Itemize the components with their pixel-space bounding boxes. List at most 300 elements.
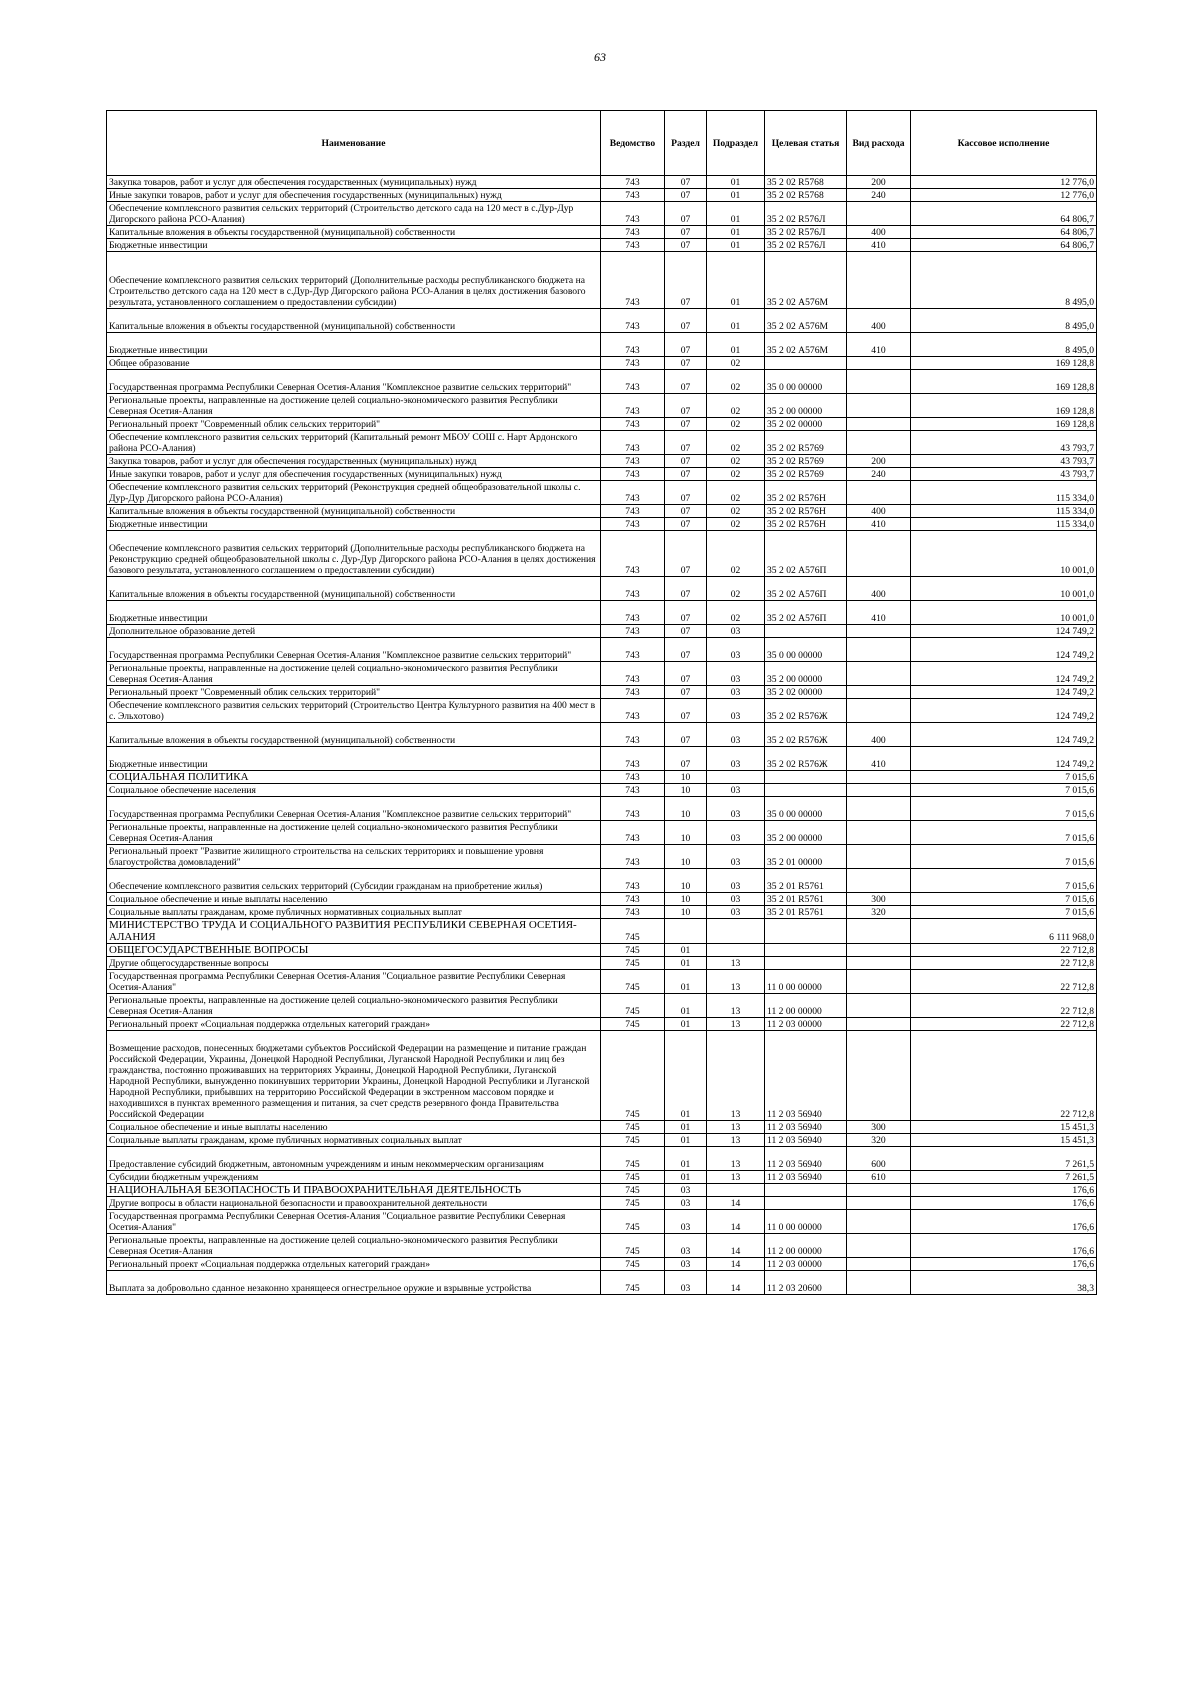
cell-name: ОБЩЕГОСУДАРСТВЕННЫЕ ВОПРОСЫ (107, 944, 601, 957)
cell-ved: 745 (601, 1121, 665, 1134)
cell-ved: 743 (601, 202, 665, 226)
cell-podrazdel: 03 (707, 797, 765, 821)
cell-razdel: 07 (665, 531, 707, 577)
cell-ved: 743 (601, 625, 665, 638)
cell-podrazdel: 13 (707, 994, 765, 1018)
cell-name: Закупка товаров, работ и услуг для обеспечения государственных (муниципальных) нужд (107, 176, 601, 189)
cell-name: Иные закупки товаров, работ и услуг для обеспечения государственных (муниципальных) нужд (107, 189, 601, 202)
cell-amount: 15 451,3 (911, 1134, 1097, 1147)
header-podrazdel: Подраздел (707, 111, 765, 176)
table-row (107, 869, 1097, 893)
cell-article (765, 357, 847, 370)
cell-razdel: 07 (665, 747, 707, 771)
cell-vid (847, 202, 911, 226)
cell-razdel: 03 (665, 1258, 707, 1271)
table-row (107, 662, 1097, 686)
table-row (107, 577, 1097, 601)
cell-ved: 743 (601, 797, 665, 821)
cell-razdel: 10 (665, 869, 707, 893)
cell-vid (847, 1031, 911, 1121)
header-name: Наименование (107, 111, 601, 176)
cell-vid (847, 638, 911, 662)
cell-ved: 745 (601, 1234, 665, 1258)
cell-ved: 745 (601, 1018, 665, 1031)
cell-name: Дополнительное образование детей (107, 625, 601, 638)
cell-amount: 7 015,6 (911, 893, 1097, 906)
cell-amount: 7 261,5 (911, 1147, 1097, 1171)
cell-article: 35 2 00 00000 (765, 821, 847, 845)
cell-vid (847, 919, 911, 944)
header-vid: Вид расхода (847, 111, 911, 176)
table-row (107, 531, 1097, 577)
table-row (107, 625, 1097, 638)
cell-podrazdel: 01 (707, 202, 765, 226)
cell-podrazdel (707, 1184, 765, 1197)
cell-name: Региональные проекты, направленные на достижение целей социально-экономического развития Республики Северная Осетия-Алания (107, 1234, 601, 1258)
table-row (107, 1197, 1097, 1210)
cell-name: Государственная программа Республики Северная Осетия-Алания "Социальное развитие Республики Северная Осетия-Алания" (107, 1210, 601, 1234)
cell-name: Другие вопросы в области национальной безопасности и правоохранительной деятельности (107, 1197, 601, 1210)
cell-vid: 410 (847, 601, 911, 625)
cell-ved: 743 (601, 455, 665, 468)
cell-article: 11 2 03 00000 (765, 1018, 847, 1031)
cell-amount: 176,6 (911, 1210, 1097, 1234)
cell-ved: 745 (601, 1210, 665, 1234)
cell-podrazdel: 02 (707, 357, 765, 370)
cell-podrazdel: 03 (707, 845, 765, 869)
cell-name: Обеспечение комплексного развития сельских территорий (Субсидии гражданам на приобретение жилья) (107, 869, 601, 893)
table-row (107, 468, 1097, 481)
cell-razdel: 01 (665, 1031, 707, 1121)
cell-podrazdel: 13 (707, 1134, 765, 1147)
cell-razdel: 07 (665, 226, 707, 239)
cell-name: Другие общегосударственные вопросы (107, 957, 601, 970)
cell-amount: 124 749,2 (911, 723, 1097, 747)
cell-ved: 743 (601, 176, 665, 189)
cell-article: 35 2 01 R5761 (765, 893, 847, 906)
cell-razdel: 10 (665, 771, 707, 784)
cell-vid: 600 (847, 1147, 911, 1171)
cell-article: 35 2 02 R5769 (765, 455, 847, 468)
cell-article: 35 2 00 00000 (765, 394, 847, 418)
cell-amount: 169 128,8 (911, 394, 1097, 418)
cell-podrazdel: 01 (707, 226, 765, 239)
cell-name: МИНИСТЕРСТВО ТРУДА И СОЦИАЛЬНОГО РАЗВИТИЯ РЕСПУБЛИКИ СЕВЕРНАЯ ОСЕТИЯ-АЛАНИЯ (107, 919, 601, 944)
cell-podrazdel: 03 (707, 686, 765, 699)
cell-podrazdel: 03 (707, 699, 765, 723)
cell-podrazdel: 02 (707, 518, 765, 531)
cell-podrazdel: 03 (707, 906, 765, 919)
cell-amount: 8 495,0 (911, 333, 1097, 357)
table-row (107, 176, 1097, 189)
cell-podrazdel: 02 (707, 531, 765, 577)
cell-article: 35 2 02 А576М (765, 252, 847, 309)
cell-amount: 22 712,8 (911, 1018, 1097, 1031)
cell-amount: 22 712,8 (911, 957, 1097, 970)
cell-amount: 7 015,6 (911, 869, 1097, 893)
cell-article: 35 2 01 00000 (765, 845, 847, 869)
cell-vid (847, 1271, 911, 1295)
cell-amount: 43 793,7 (911, 431, 1097, 455)
cell-amount: 7 015,6 (911, 771, 1097, 784)
cell-razdel: 01 (665, 1134, 707, 1147)
table-row (107, 1210, 1097, 1234)
cell-vid (847, 1018, 911, 1031)
cell-razdel: 07 (665, 625, 707, 638)
cell-name: Региональный проект «Социальная поддержка отдельных категорий граждан» (107, 1018, 601, 1031)
cell-podrazdel: 01 (707, 309, 765, 333)
cell-article: 35 2 01 R5761 (765, 906, 847, 919)
cell-ved: 745 (601, 1031, 665, 1121)
cell-ved: 745 (601, 1171, 665, 1184)
cell-article: 11 2 00 00000 (765, 994, 847, 1018)
cell-podrazdel: 03 (707, 821, 765, 845)
cell-vid (847, 370, 911, 394)
table-body (107, 176, 1097, 1295)
cell-razdel: 07 (665, 505, 707, 518)
table-row (107, 518, 1097, 531)
cell-razdel: 01 (665, 944, 707, 957)
cell-ved: 743 (601, 771, 665, 784)
cell-razdel: 01 (665, 1171, 707, 1184)
cell-razdel: 10 (665, 906, 707, 919)
cell-razdel: 07 (665, 468, 707, 481)
cell-ved: 743 (601, 531, 665, 577)
cell-amount: 7 261,5 (911, 1171, 1097, 1184)
cell-vid: 240 (847, 189, 911, 202)
cell-name: Региональные проекты, направленные на достижение целей социально-экономического развития Республики Северная Осетия-Алания (107, 394, 601, 418)
cell-vid: 400 (847, 577, 911, 601)
table-row (107, 944, 1097, 957)
cell-amount: 169 128,8 (911, 370, 1097, 394)
cell-vid (847, 252, 911, 309)
cell-razdel: 07 (665, 638, 707, 662)
cell-ved: 743 (601, 252, 665, 309)
cell-name: Обеспечение комплексного развития сельских территорий (Дополнительные расходы республиканского бюджета на Строительство детского сада на 120 мест в с.Дур-Дур Дигорского района РСО-Алания в целях достижения базового результата, установленного соглашением о предоставлении субсидии) (107, 252, 601, 309)
cell-ved: 743 (601, 189, 665, 202)
cell-article: 11 2 03 56940 (765, 1147, 847, 1171)
cell-amount: 176,6 (911, 1197, 1097, 1210)
table-row (107, 893, 1097, 906)
cell-name: Обеспечение комплексного развития сельских территорий (Строительство Центра Культурного развития на 400 мест в с. Эльхотово) (107, 699, 601, 723)
cell-podrazdel: 03 (707, 662, 765, 686)
cell-name: Социальные выплаты гражданам, кроме публичных нормативных социальных выплат (107, 1134, 601, 1147)
cell-razdel: 01 (665, 1147, 707, 1171)
cell-name: Обеспечение комплексного развития сельских территорий (Реконструкция средней общеобразовательной школы с. Дур-Дур Дигорского района РСО-Алания) (107, 481, 601, 505)
cell-ved: 745 (601, 994, 665, 1018)
cell-name: Бюджетные инвестиции (107, 518, 601, 531)
table-row (107, 431, 1097, 455)
cell-amount: 6 111 968,0 (911, 919, 1097, 944)
table-row (107, 1147, 1097, 1171)
cell-vid (847, 357, 911, 370)
table-row (107, 601, 1097, 625)
cell-article: 35 2 02 R5768 (765, 189, 847, 202)
cell-ved: 743 (601, 309, 665, 333)
cell-amount: 124 749,2 (911, 625, 1097, 638)
cell-vid: 400 (847, 309, 911, 333)
cell-amount: 7 015,6 (911, 821, 1097, 845)
table-row (107, 418, 1097, 431)
cell-podrazdel: 02 (707, 481, 765, 505)
cell-podrazdel (707, 944, 765, 957)
cell-ved: 743 (601, 906, 665, 919)
cell-razdel: 01 (665, 1018, 707, 1031)
cell-podrazdel: 01 (707, 333, 765, 357)
cell-vid (847, 625, 911, 638)
cell-vid: 410 (847, 747, 911, 771)
cell-article: 11 0 00 00000 (765, 970, 847, 994)
header-article: Целевая статья (765, 111, 847, 176)
cell-article (765, 1197, 847, 1210)
table-row (107, 481, 1097, 505)
page-number: 63 (594, 50, 606, 64)
cell-razdel: 07 (665, 723, 707, 747)
cell-name: Региональный проект "Развитие жилищного строительства на сельских территориях и повышение уровня благоустройства домовладений" (107, 845, 601, 869)
cell-ved: 743 (601, 869, 665, 893)
cell-article: 35 0 00 00000 (765, 638, 847, 662)
cell-name: Государственная программа Республики Северная Осетия-Алания "Комплексное развитие сельских территорий" (107, 797, 601, 821)
cell-article: 35 2 02 А576М (765, 309, 847, 333)
cell-razdel: 01 (665, 994, 707, 1018)
cell-article (765, 771, 847, 784)
cell-razdel: 10 (665, 784, 707, 797)
table-row (107, 723, 1097, 747)
cell-podrazdel: 13 (707, 970, 765, 994)
cell-name: Бюджетные инвестиции (107, 333, 601, 357)
header-ved: Ведомство (601, 111, 665, 176)
cell-article: 35 2 00 00000 (765, 662, 847, 686)
table-row (107, 357, 1097, 370)
cell-podrazdel: 02 (707, 418, 765, 431)
cell-vid (847, 531, 911, 577)
cell-name: Бюджетные инвестиции (107, 239, 601, 252)
cell-name: Обеспечение комплексного развития сельских территорий (Дополнительные расходы республиканского бюджета на Реконструкцию средней общеобразовательной школы с. Дур-Дур Дигорского района РСО-Алания в целях достижения базового результата, установленного соглашением о предоставлении субсидии) (107, 531, 601, 577)
table-row (107, 370, 1097, 394)
cell-name: Обеспечение комплексного развития сельских территорий (Строительство детского сада на 120 мест в с.Дур-Дур Дигорского района РСО-Алания) (107, 202, 601, 226)
header-amount: Кассовое исполнение (911, 111, 1097, 176)
cell-vid (847, 957, 911, 970)
table-row (107, 189, 1097, 202)
cell-article: 35 2 02 А576П (765, 601, 847, 625)
cell-podrazdel: 03 (707, 784, 765, 797)
cell-article: 35 2 02 R576Н (765, 505, 847, 518)
table-row (107, 1171, 1097, 1184)
table-row (107, 1031, 1097, 1121)
cell-podrazdel: 14 (707, 1197, 765, 1210)
cell-razdel: 07 (665, 699, 707, 723)
cell-razdel: 07 (665, 239, 707, 252)
cell-vid (847, 431, 911, 455)
cell-ved: 743 (601, 893, 665, 906)
cell-podrazdel: 14 (707, 1258, 765, 1271)
cell-article: 11 2 03 56940 (765, 1134, 847, 1147)
table-row (107, 821, 1097, 845)
cell-article (765, 625, 847, 638)
cell-podrazdel: 02 (707, 431, 765, 455)
cell-vid: 400 (847, 723, 911, 747)
cell-amount: 43 793,7 (911, 455, 1097, 468)
cell-razdel: 07 (665, 394, 707, 418)
cell-vid (847, 994, 911, 1018)
cell-podrazdel: 01 (707, 189, 765, 202)
table-row (107, 1271, 1097, 1295)
cell-podrazdel: 02 (707, 455, 765, 468)
cell-vid (847, 418, 911, 431)
cell-vid (847, 869, 911, 893)
cell-razdel: 07 (665, 481, 707, 505)
cell-amount: 176,6 (911, 1234, 1097, 1258)
cell-podrazdel: 03 (707, 869, 765, 893)
cell-amount: 22 712,8 (911, 1031, 1097, 1121)
cell-ved: 743 (601, 723, 665, 747)
cell-podrazdel: 14 (707, 1210, 765, 1234)
cell-razdel: 07 (665, 455, 707, 468)
cell-razdel: 03 (665, 1271, 707, 1295)
cell-amount: 176,6 (911, 1184, 1097, 1197)
cell-vid: 410 (847, 239, 911, 252)
cell-amount: 115 334,0 (911, 505, 1097, 518)
cell-ved: 743 (601, 784, 665, 797)
cell-article (765, 957, 847, 970)
cell-razdel: 10 (665, 797, 707, 821)
cell-razdel: 07 (665, 518, 707, 531)
cell-amount: 10 001,0 (911, 601, 1097, 625)
table-row (107, 239, 1097, 252)
cell-name: Региональный проект «Социальная поддержка отдельных категорий граждан» (107, 1258, 601, 1271)
cell-ved: 743 (601, 468, 665, 481)
cell-ved: 743 (601, 699, 665, 723)
cell-razdel: 07 (665, 370, 707, 394)
cell-razdel: 03 (665, 1210, 707, 1234)
cell-ved: 743 (601, 638, 665, 662)
cell-razdel: 07 (665, 577, 707, 601)
cell-podrazdel: 02 (707, 370, 765, 394)
cell-article: 11 2 03 00000 (765, 1258, 847, 1271)
cell-ved: 745 (601, 1147, 665, 1171)
cell-name: Капитальные вложения в объекты государственной (муниципальной) собственности (107, 577, 601, 601)
cell-podrazdel: 14 (707, 1234, 765, 1258)
cell-name: Региональный проект "Современный облик сельских территорий" (107, 686, 601, 699)
cell-podrazdel: 13 (707, 1147, 765, 1171)
cell-amount: 15 451,3 (911, 1121, 1097, 1134)
cell-amount: 124 749,2 (911, 662, 1097, 686)
cell-vid (847, 699, 911, 723)
cell-ved: 745 (601, 1258, 665, 1271)
cell-podrazdel: 13 (707, 1018, 765, 1031)
cell-vid: 410 (847, 333, 911, 357)
cell-ved: 743 (601, 601, 665, 625)
cell-article: 35 2 02 R576Н (765, 481, 847, 505)
cell-name: Государственная программа Республики Северная Осетия-Алания "Социальное развитие Республики Северная Осетия-Алания" (107, 970, 601, 994)
cell-name: Обеспечение комплексного развития сельских территорий (Капитальный ремонт МБОУ СОШ с. Нарт Ардонского района РСО-Алания) (107, 431, 601, 455)
cell-razdel: 01 (665, 957, 707, 970)
cell-razdel: 07 (665, 189, 707, 202)
cell-podrazdel: 01 (707, 239, 765, 252)
cell-ved: 743 (601, 370, 665, 394)
cell-ved: 743 (601, 577, 665, 601)
cell-razdel: 07 (665, 309, 707, 333)
cell-podrazdel: 01 (707, 252, 765, 309)
cell-vid (847, 394, 911, 418)
cell-name: Государственная программа Республики Северная Осетия-Алания "Комплексное развитие сельских территорий" (107, 638, 601, 662)
cell-vid (847, 970, 911, 994)
table-row (107, 1121, 1097, 1134)
cell-article: 35 2 02 R576Л (765, 226, 847, 239)
cell-podrazdel: 03 (707, 638, 765, 662)
cell-name: Социальное обеспечение населения (107, 784, 601, 797)
cell-razdel: 01 (665, 1121, 707, 1134)
cell-razdel: 07 (665, 176, 707, 189)
table-row (107, 784, 1097, 797)
table-row (107, 699, 1097, 723)
cell-amount: 7 015,6 (911, 797, 1097, 821)
cell-name: Социальное обеспечение и иные выплаты населению (107, 893, 601, 906)
cell-vid (847, 1184, 911, 1197)
cell-name: Бюджетные инвестиции (107, 747, 601, 771)
cell-amount: 176,6 (911, 1258, 1097, 1271)
table-row (107, 906, 1097, 919)
cell-vid: 200 (847, 176, 911, 189)
table-header-row (107, 111, 1097, 176)
table-row (107, 202, 1097, 226)
table-row (107, 747, 1097, 771)
cell-article: 35 2 02 R576Ж (765, 723, 847, 747)
cell-amount: 169 128,8 (911, 418, 1097, 431)
cell-amount: 115 334,0 (911, 518, 1097, 531)
table-row (107, 309, 1097, 333)
cell-vid: 320 (847, 1134, 911, 1147)
cell-vid (847, 1210, 911, 1234)
cell-amount: 22 712,8 (911, 944, 1097, 957)
cell-name: Иные закупки товаров, работ и услуг для обеспечения государственных (муниципальных) нужд (107, 468, 601, 481)
cell-podrazdel (707, 919, 765, 944)
cell-razdel: 07 (665, 202, 707, 226)
cell-vid (847, 797, 911, 821)
cell-ved: 745 (601, 1271, 665, 1295)
cell-ved: 743 (601, 821, 665, 845)
cell-name: Общее образование (107, 357, 601, 370)
table-row (107, 1234, 1097, 1258)
cell-razdel: 01 (665, 970, 707, 994)
cell-ved: 745 (601, 970, 665, 994)
cell-name: Социальное обеспечение и иные выплаты населению (107, 1121, 601, 1134)
cell-vid: 400 (847, 505, 911, 518)
table-row (107, 919, 1097, 944)
cell-podrazdel: 03 (707, 747, 765, 771)
cell-razdel: 03 (665, 1234, 707, 1258)
cell-ved: 743 (601, 481, 665, 505)
cell-razdel: 10 (665, 845, 707, 869)
cell-podrazdel: 03 (707, 723, 765, 747)
cell-ved: 743 (601, 357, 665, 370)
cell-razdel: 03 (665, 1197, 707, 1210)
table-row (107, 1134, 1097, 1147)
cell-amount: 7 015,6 (911, 845, 1097, 869)
cell-amount: 7 015,6 (911, 906, 1097, 919)
cell-article: 11 2 03 56940 (765, 1171, 847, 1184)
cell-podrazdel: 03 (707, 893, 765, 906)
cell-name: Региональные проекты, направленные на достижение целей социально-экономического развития Республики Северная Осетия-Алания (107, 662, 601, 686)
cell-amount: 12 776,0 (911, 176, 1097, 189)
budget-table (106, 110, 1097, 1295)
cell-amount: 8 495,0 (911, 252, 1097, 309)
cell-amount: 169 128,8 (911, 357, 1097, 370)
cell-amount: 10 001,0 (911, 531, 1097, 577)
cell-razdel: 10 (665, 893, 707, 906)
cell-article: 35 0 00 00000 (765, 797, 847, 821)
cell-vid (847, 1234, 911, 1258)
